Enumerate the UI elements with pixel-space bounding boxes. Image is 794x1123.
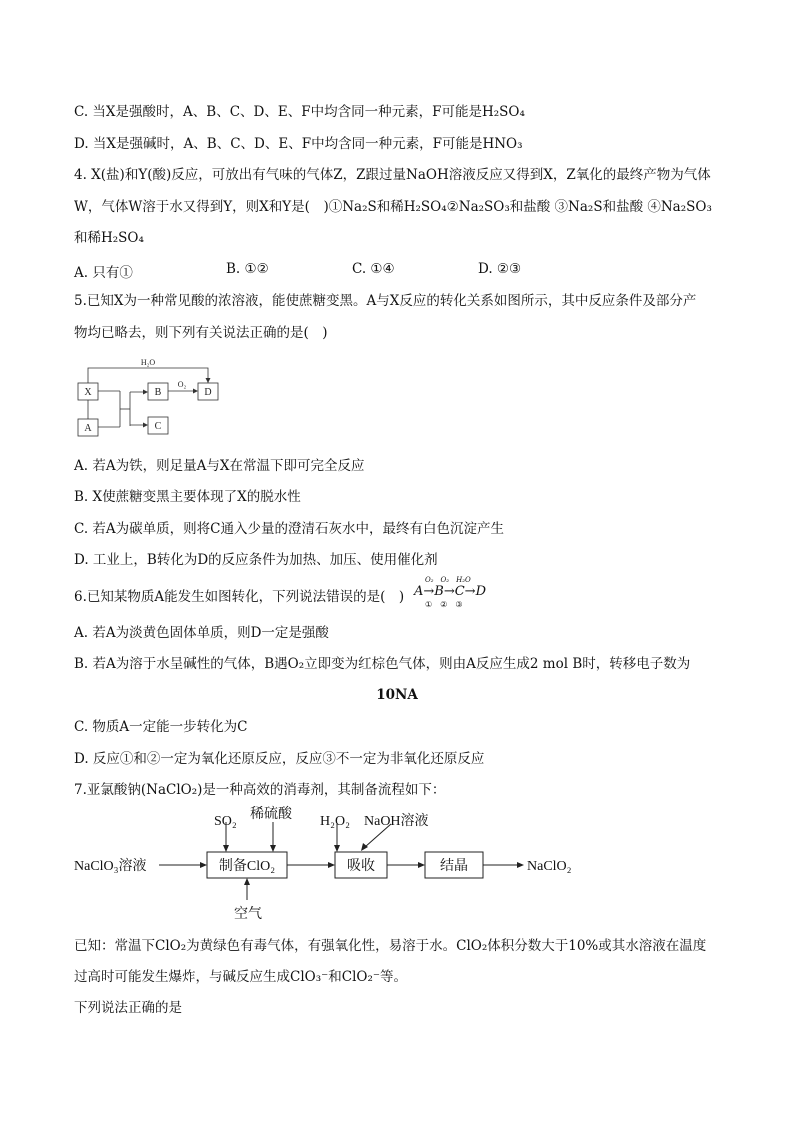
q6-scheme bbox=[414, 576, 504, 609]
q4-stem-line1: 4. X(盐)和Y(酸)反应，可放出有气味的气体Z，Z跟过量NaOH溶液反应又得到X，Z氧化的最终产物为气体 bbox=[74, 167, 711, 183]
q5-option-b: B. X使蔗糖变黑主要体现了X的脱水性 bbox=[74, 489, 301, 505]
flow-input-air: 空气 bbox=[234, 907, 262, 922]
q4-stem-line2: W，气体W溶于水又得到Y，则X和Y是( )①Na₂S和稀H₂SO₄②Na₂SO₃和盐酸 ③Na₂S和盐酸 ④Na₂SO₃ bbox=[74, 199, 712, 215]
q4-option-b: B. ①② bbox=[226, 261, 269, 277]
diagram-label-h2o: H₂O bbox=[140, 358, 156, 367]
q3-option-d: D. 当X是强碱时，A、B、C、D、E、F中均含同一种元素，F可能是HNO₃ bbox=[74, 136, 523, 152]
diagram-label-b: B bbox=[154, 387, 162, 398]
diagram-label-o2: O₂ bbox=[177, 380, 187, 389]
q4-option-c: C. ①④ bbox=[352, 261, 395, 277]
diagram-label-a: A bbox=[84, 423, 92, 434]
q6-stem: 6.已知某物质A能发生如图转化，下列说法错误的是( ) bbox=[74, 589, 405, 605]
q5-option-a: A. 若A为铁，则足量A与X在常温下即可完全反应 bbox=[74, 458, 365, 474]
q5-stem-line1: 5.已知X为一种常见酸的浓溶液，能使蔗糖变黑。A与X反应的转化关系如图所示，其中反应条件及部分产 bbox=[74, 293, 697, 309]
q6-scheme-reagents: O₂ O₂ H₂O bbox=[425, 576, 471, 584]
flow-output-naclo2: NaClO₂ bbox=[527, 859, 572, 874]
diagram-label-c: C bbox=[154, 421, 162, 432]
q3-option-c: C. 当X是强酸时，A、B、C、D、E、F中均含同一种元素，F可能是H₂SO₄ bbox=[74, 104, 525, 120]
flow-reagent-h2o2: H₂O₂ bbox=[320, 814, 350, 829]
q6-option-b-value: 10NA bbox=[376, 687, 418, 703]
flow-label-absorb: 吸收 bbox=[347, 859, 375, 874]
q4-option-a: A. 只有① bbox=[74, 265, 133, 281]
flow-reagent-naoh: NaOH溶液 bbox=[364, 814, 429, 829]
q6-option-a: A. 若A为淡黄色固体单质，则D一定是强酸 bbox=[74, 625, 329, 641]
q7-flowchart bbox=[74, 804, 594, 926]
q7-note-line2: 过高时可能发生爆炸，与碱反应生成ClO₃⁻和ClO₂⁻等。 bbox=[74, 969, 408, 985]
q4-option-d: D. ②③ bbox=[478, 261, 522, 277]
diagram-label-x: X bbox=[84, 387, 92, 398]
flow-label-prepare: 制备ClO₂ bbox=[218, 859, 276, 874]
q6-scheme-formula: A→B→C→D bbox=[414, 584, 486, 599]
flow-reagent-acid: 稀硫酸 bbox=[250, 807, 292, 822]
q6-scheme-steps: ① ② ③ bbox=[425, 600, 463, 609]
q6-option-b: B. 若A为溶于水呈碱性的气体，B遇O₂立即变为红棕色气体，则由A反应生成2 mol B时，转移电子数为 bbox=[74, 656, 691, 672]
q5-conversion-diagram bbox=[74, 352, 234, 442]
flow-label-crystallize: 结晶 bbox=[440, 859, 468, 874]
q4-stem-line3: 和稀H₂SO₄ bbox=[74, 230, 144, 246]
flow-reagent-so2: SO₂ bbox=[214, 814, 237, 829]
q6-option-d: D. 反应①和②一定为氧化还原反应，反应③不一定为非氧化还原反应 bbox=[74, 751, 485, 767]
q5-option-d: D. 工业上，B转化为D的反应条件为加热、加压、使用催化剂 bbox=[74, 552, 438, 568]
q5-stem-line2: 物均已略去，则下列有关说法正确的是( ) bbox=[74, 325, 328, 341]
q5-option-c: C. 若A为碳单质，则将C通入少量的澄清石灰水中，最终有白色沉淀产生 bbox=[74, 521, 505, 537]
flow-input-naclo3: NaClO₃溶液 bbox=[74, 859, 147, 874]
q7-stem: 7.亚氯酸钠(NaClO₂)是一种高效的消毒剂，其制备流程如下： bbox=[74, 782, 446, 798]
q7-note-line1: 已知：常温下ClO₂为黄绿色有毒气体，有强氧化性，易溶于水。ClO₂体积分数大于10%或其水溶液在温度 bbox=[74, 938, 707, 954]
q6-option-c: C. 物质A一定能一步转化为C bbox=[74, 719, 248, 735]
diagram-label-d: D bbox=[204, 387, 212, 398]
q7-question: 下列说法正确的是 bbox=[74, 1000, 182, 1016]
